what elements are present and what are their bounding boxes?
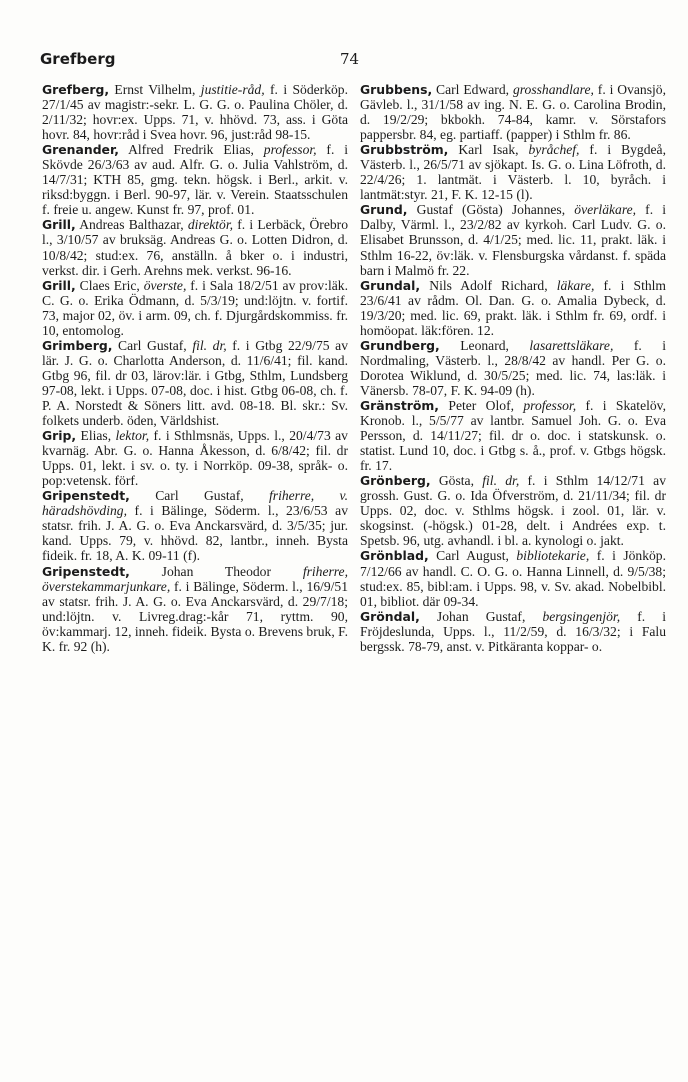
entry-text: f. i Sala 18/2/51 av prov:läk. C. G. o. Erika Ödmann, d. 5/3/19; und:löjtn. v. fortif. 73, major 02, öv. i arm. 09, ch. f. Djurgårdskommiss. fr. 10, entomolog. <box>42 277 348 338</box>
biography-entry <box>360 82 666 142</box>
entry-text: f. i Bälinge, Söderm. l., 23/6/53 av statsr. frih. J. A. G. o. Eva Anckarsvärd, d. 3/5/35; jur. kand. Upps. 79, v. hhövd. 82, lantbr., inneh. Bysta fideik. fr. 18, A. K. 09-11 (f). <box>42 503 348 564</box>
entry-given-names: Leonard, <box>439 337 530 353</box>
entry-given-names: Carl Gustaf, <box>129 488 269 504</box>
entry-given-names: Claes Eric, <box>75 277 144 293</box>
entry-name: Grimberg, <box>42 337 113 353</box>
biography-entry <box>42 428 348 488</box>
biography-entry <box>42 278 348 338</box>
entry-given-names: Elias, <box>76 428 116 444</box>
entry-title: fil. dr, <box>482 473 520 489</box>
entry-given-names: Gösta, <box>430 473 483 489</box>
entry-title: överste, <box>143 277 187 293</box>
biography-entry <box>42 564 348 654</box>
entry-name: Grönberg, <box>360 473 431 489</box>
right-column <box>360 82 666 654</box>
page-number: 74 <box>340 50 360 68</box>
entry-given-names: Carl Gustaf, <box>112 337 193 353</box>
entry-title: grosshandlare, <box>512 82 594 97</box>
entry-given-names: Karl Isak, <box>448 142 529 158</box>
entry-name: Grönblad, <box>360 548 429 564</box>
biography-entry <box>360 609 666 654</box>
entry-given-names: Carl August, <box>428 548 517 564</box>
entry-title: läkare, <box>556 277 595 293</box>
entry-text: f. i Dalby, Värml. l., 23/2/82 av kyrkoh. Carl Ludv. G. o. Elisabet Brunsson, d. 4/1/25; med. lic. 11, prakt. läk. i Sthlm 16-22, öv:läk. v. Flensburgska vårdanst. f. späda barn i Malmö fr. 22. <box>360 202 667 278</box>
biography-entry <box>360 142 666 202</box>
biography-entry <box>42 217 348 277</box>
entry-title: bibliotekarie, <box>516 548 590 564</box>
entry-title: direktör, <box>187 217 234 233</box>
entry-name: Grundal, <box>360 277 421 293</box>
entry-given-names: Johan Theodor <box>129 563 303 579</box>
biography-entry <box>360 473 666 548</box>
biography-entry <box>360 338 666 398</box>
entry-name: Grenander, <box>42 142 119 158</box>
entry-text: f. i Bygdeå, Västerb. l., 26/5/71 av sjökapt. Is. G. o. Lina Löfroth, d. 22/4/26; 1. lantmät. i Västerb. l. 10, byråch. i lantmät:styr. 21, F. K. 12-15 (l). <box>360 142 666 203</box>
entry-name: Grubbens, <box>360 82 433 97</box>
entry-text: f. i Bälinge, Söderm. l., 16/9/51 av statsr. frih. J. A. G. o. Eva Anckarsvärd, d. 29/7/18; und:löjtn. v. Livreg.drag:-kår 71, ryttm. 90, öv:kammarj. 12, inneh. fideik. Bysta o. Brevens bruk, F. K. fr. 92 (h). <box>42 578 348 654</box>
entry-text: f. i Fröjdeslunda, Upps. l., 11/2/59, d. 16/3/32; i Falu bergssk. 78-79, anst. v. Pitkäranta koppar- o. <box>360 608 666 654</box>
entry-text: f. i Sthlmsnäs, Upps. l., 20/4/73 av kvarnäg. Abr. G. o. Hanna Åkesson, d. 6/8/42; fil. dr Upps. 01, lekt. i sv. o. ty. i Norrköp. 09-38, språk- o. pop:vetensk. förf. <box>42 428 348 489</box>
entry-text: f. i Gtbg 22/9/75 av lär. J. G. o. Charlotta Anderson, d. 11/6/41; fil. kand. Gtbg 96, fil. dr 03, lärov:lär. i Gtbg, Sthlm, Lundsberg 97-08, lekt. i Upps. 07-08, doc. i hist. Gtbg 06-08, ch. f. P. A. Norstedt & Söners litt. avd. 08-18. Bl. skr.: Sv. folkets underb. öden, Världshist. <box>42 337 348 429</box>
entry-text: f. i Ovansjö, Gävleb. l., 31/1/58 av ing. N. E. G. o. Carolina Brodin, d. 19/2/29; bkbokh. 74-84, kamr. v. Sörstafors pappersbr. 84, eg. partiaff. (papper) i Sthlm fr. 86. <box>360 82 666 143</box>
entry-title: justitie-råd, <box>200 82 265 97</box>
entry-name: Gränström, <box>360 397 440 413</box>
entry-text: f. i Skatelöv, Kronob. l., 5/5/77 av lantbr. Samuel Joh. G. o. Eva Persson, d. 14/11/27; fil. dr o. doc. i statskunsk. o. statist. Lund 10, doc. i Gtbg s. å., prof. v. Gtbgs högsk. fr. 17. <box>360 397 666 474</box>
entry-name: Gripenstedt, <box>42 488 130 504</box>
left-column <box>42 82 348 654</box>
entry-title: fil. dr, <box>192 337 227 353</box>
biography-entry <box>360 278 666 338</box>
entry-text: f. i Söderköp. 27/1/45 av magistr:-sekr. L. G. G. o. Paulina Chöler, d. 2/11/32; hovr:ex. Upps. 71, v. hhövd. 73, ass. i Göta hovr. 84, hovr:råd i Svea hovr. 96, just:råd 98-15. <box>42 82 348 143</box>
biography-entry <box>42 488 348 563</box>
entry-title: friherre, överstekammarjunkare, <box>42 563 348 594</box>
entry-given-names: Peter Olof, <box>439 397 524 413</box>
biography-entry <box>360 202 666 277</box>
entry-text: f. i Nordmaling, Västerb. l., 28/8/42 av handl. Per G. o. Dorotea Wiklund, d. 30/5/25; med. lic. 74, las:läk. i Vänersb. 78-07, F. K. 94-09 (h). <box>360 337 667 398</box>
entry-text: f. i Lerbäck, Örebro l., 3/10/57 av bruksäg. Andreas G. o. Lotten Didron, d. 10/8/42; stud:ex. 76, anställn. å bker o. i industri, verkst. dir. i Gerh. Arehns mek. verkst. 96-16. <box>42 217 348 278</box>
entry-title: lasarettsläkare, <box>529 337 614 353</box>
entry-name: Grill, <box>42 277 76 293</box>
entry-title: lektor, <box>115 428 150 444</box>
running-head: Grefberg <box>40 50 116 68</box>
biography-entry <box>42 142 348 217</box>
entry-title: friherre, v. häradshövding, <box>42 488 348 519</box>
entry-name: Grund, <box>360 202 408 218</box>
entry-name: Grubbström, <box>360 142 449 158</box>
entry-name: Grefberg, <box>42 82 110 97</box>
biography-entry <box>360 398 666 473</box>
entry-name: Grip, <box>42 428 77 444</box>
entry-text: f. i Sthlm 14/12/71 av grossh. Gust. G. o. Ida Öfverström, d. 21/11/34; fil. dr Upps. 02, doc. v. Sthlms högsk. i zool. 01, lär. v. skogsinst. (-högsk.) 01-28, delt. i Andrées exp. t. Spetsb. 96, utg. avhandl. i bl. a. kynologi o. jakt. <box>360 473 666 549</box>
entry-name: Grill, <box>42 217 76 233</box>
entry-text: f. i Jönköp. 7/12/66 av handl. C. O. G. o. Hanna Linnell, d. 9/5/38; stud:ex. 85, bibl:am. i Upps. 98, v. Sv. akad. Nobelbibl. 01, bibliot. där 09-34. <box>360 548 666 609</box>
entry-title: överläkare, <box>574 202 637 218</box>
entry-given-names: Johan Gustaf, <box>419 608 543 624</box>
entry-given-names: Carl Edward, <box>432 82 513 97</box>
entry-name: Gripenstedt, <box>42 563 130 579</box>
entry-given-names: Nils Adolf Richard, <box>420 277 557 293</box>
entry-name: Grundberg, <box>360 337 440 353</box>
entry-title: bergsingenjör, <box>542 608 621 624</box>
entry-name: Gröndal, <box>360 608 420 624</box>
entry-given-names: Gustaf (Gösta) Johannes, <box>407 202 575 218</box>
entry-title: professor, <box>263 142 317 158</box>
biography-entry <box>360 548 666 608</box>
entry-text: f. i Sthlm 23/6/41 av rådm. Ol. Dan. G. o. Amalia Dybeck, d. 19/3/20; med. lic. 69, prakt. läk. i Sthlm fr. 69, ordf. i homöopat. läk:fören. 12. <box>360 277 666 338</box>
biography-entry <box>42 82 348 142</box>
entry-text: f. i Skövde 26/3/63 av aud. Alfr. G. o. Julia Vahlström, d. 14/7/31; KTH 85, gmg. tekn. högsk. i Berl., arkit. v. riksd:byggn. i Berl. 90-97, lär. v. Verein. Staatsschulen f. freie u. angew. Kunst fr. 97, prof. 01. <box>42 142 348 218</box>
biography-entry <box>42 338 348 428</box>
entry-given-names: Alfred Fredrik Elias, <box>118 142 264 158</box>
entry-given-names: Ernst Vilhelm, <box>109 82 201 97</box>
entry-given-names: Andreas Balthazar, <box>75 217 188 233</box>
page-header <box>40 50 648 74</box>
entry-title: professor, <box>523 397 577 413</box>
entry-title: byråchef, <box>528 142 580 158</box>
